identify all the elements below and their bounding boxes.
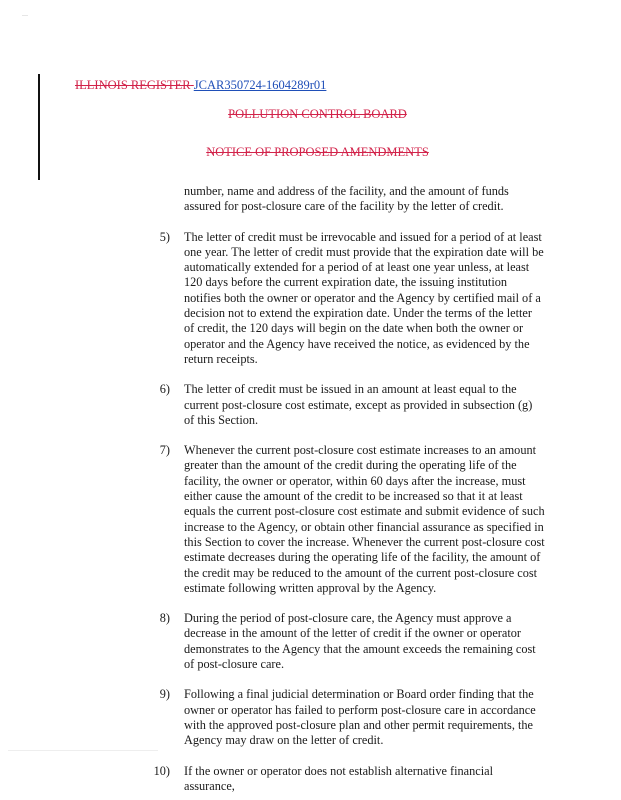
- paragraph-number: 7): [159, 443, 170, 458]
- paragraph-text: The letter of credit must be issued in an amount at least equal to the current post-closure cost estimate, except as provided in subsection (g) of this Section.: [184, 382, 533, 427]
- paragraph-text: Whenever the current post-closure cost estimate increases to an amount greater than the amount of the credit during the operating life of the facility, the owner or operator, within 60 days after the increase, must either cause the amount of the credit to be increased so that it at least equals the current post-closure cost estimate and submit evidence of such increase to the Agency, or obtain other financial assurance as specified in this Section to cover the increase. Whenever the current post-closure cost estimate decreases during the operating life of the facility, the amount of the credit may be reduced to the amount of the current post-closure cost estimate following written approval by the Agency.: [184, 443, 545, 595]
- paragraph-5: [0, 230, 621, 368]
- register-header: [75, 78, 326, 93]
- paragraph-text: number, name and address of the facility, and the amount of funds assured for post-closure care of the facility by the letter of credit.: [184, 184, 509, 214]
- paragraph-6: [0, 382, 621, 428]
- document-id-link[interactable]: JCAR350724-1604289r01: [193, 78, 327, 92]
- paragraph-text: Following a final judicial determination or Board order finding that the owner or operator has failed to perform post-closure care in accordance with the approved post-closure plan and other permit requirements, the Agency may draw on the letter of credit.: [184, 687, 536, 748]
- paragraph-8: [0, 611, 621, 672]
- revision-change-bar: [38, 74, 40, 180]
- document-body: [0, 184, 621, 794]
- footer-rule: [8, 750, 158, 751]
- board-title: [0, 107, 621, 122]
- paragraph-text: If the owner or operator does not establish alternative financial assurance,: [184, 763, 494, 793]
- board-title-text: POLLUTION CONTROL BOARD: [228, 107, 407, 121]
- continuation-paragraph: [0, 184, 621, 215]
- paragraph-number: 6): [159, 382, 170, 397]
- paragraph-number: 5): [159, 229, 170, 244]
- paragraph-number: 10): [153, 763, 170, 778]
- paragraph-number: 8): [159, 611, 170, 626]
- paragraph-9: [0, 687, 621, 748]
- register-label: ILLINOIS REGISTER: [75, 78, 191, 92]
- paragraph-7: [0, 443, 621, 596]
- paragraph-10: [0, 764, 621, 795]
- paragraph-text: During the period of post-closure care, the Agency must approve a decrease in the amount of the letter of credit if the owner or operator demonstrates to the Agency that the amount exceeds the remaining cost of post-closure care.: [184, 611, 536, 672]
- paragraph-text: The letter of credit must be irrevocable and issued for a period of at least one year. The letter of credit must provide that the expiration date will be automatically extended for a period of at least one year unless, at least 120 days before the current expiration date, the issuing institution notifies both the owner or operator and the Agency by certified mail of a decision not to extend the expiration date. Under the terms of the letter of credit, the 120 days will begin on the date when both the owner or operator and the Agency have received the notice, as evidenced by the return receipts.: [184, 229, 544, 366]
- notice-title-text: NOTICE OF PROPOSED AMENDMENTS: [206, 145, 429, 159]
- notice-title: [0, 145, 621, 160]
- scan-mark: [22, 15, 28, 16]
- paragraph-number: 9): [159, 687, 170, 702]
